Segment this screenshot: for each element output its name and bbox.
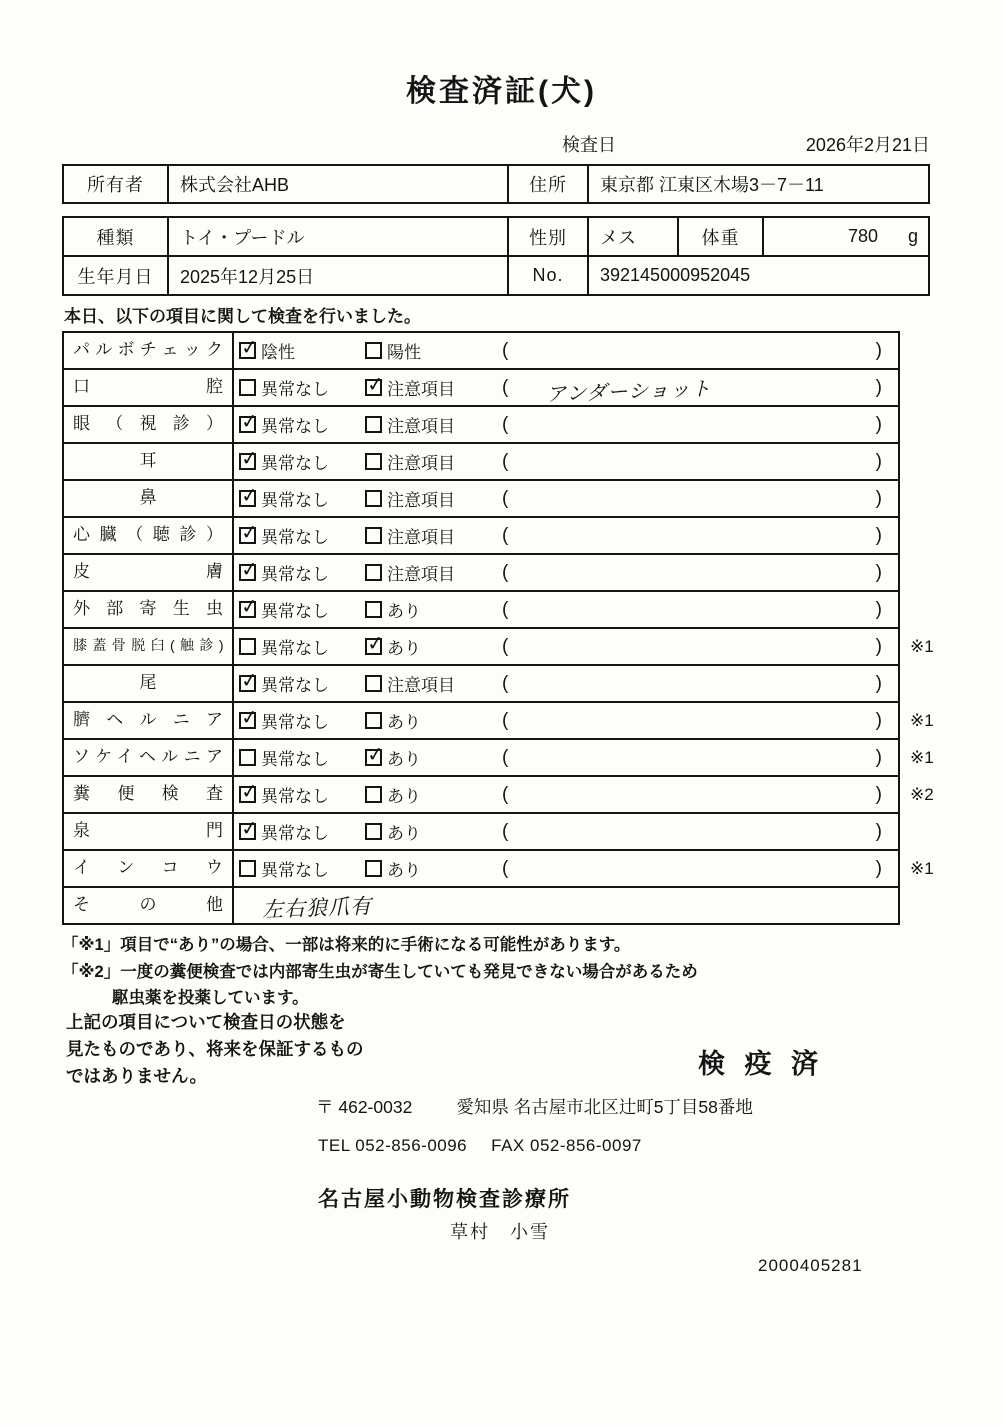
paren-close: ): [875, 524, 882, 546]
handwritten-note: [508, 714, 875, 727]
handwritten-note: [508, 529, 875, 542]
inspection-row: [64, 701, 934, 738]
remark-field: [502, 703, 882, 738]
exam-date-label: 検査日: [562, 135, 616, 155]
inspection-item-name: 糞便検査: [64, 777, 234, 812]
handwritten-note: [508, 677, 875, 690]
paren-open: (: [502, 598, 509, 620]
option-2: [365, 518, 455, 553]
document-serial-number: 2000405281: [758, 1256, 863, 1275]
checkbox-icon: [239, 527, 256, 544]
option-2: [365, 777, 421, 812]
inspection-item-name: ソケイヘルニア: [64, 740, 234, 775]
checkbox-icon: [239, 675, 256, 692]
footnote-ref: ※1: [910, 858, 934, 878]
option-label: 異常なし: [261, 713, 329, 732]
pet-table-row2: [64, 255, 928, 294]
paren-open: (: [502, 746, 509, 768]
paren-open: (: [502, 450, 509, 472]
page-title: 検査済証(犬): [406, 75, 597, 108]
option-1: [239, 629, 329, 664]
option-label: 異常なし: [261, 602, 329, 621]
remark-field: [502, 518, 882, 553]
footnote-ref: ※1: [910, 710, 934, 730]
inspection-item-name: パルボチェック: [64, 333, 234, 368]
handwritten-note: [508, 603, 875, 616]
option-1: [239, 777, 329, 812]
handwritten-note: [508, 492, 875, 505]
footnote-ref: ※2: [910, 784, 934, 804]
option-label: 陽性: [387, 343, 421, 362]
option-1: [239, 740, 329, 775]
remark-field: [502, 777, 882, 812]
disclaimer-statement: [66, 1009, 364, 1090]
option-1: [239, 407, 329, 442]
inspection-item-name: 泉門: [64, 814, 234, 849]
inspection-table: [62, 331, 934, 925]
option-label: 異常なし: [261, 824, 329, 843]
paren-close: ): [875, 709, 882, 731]
no-label: No.: [507, 257, 587, 294]
paren-close: ): [875, 635, 882, 657]
option-1: [239, 555, 329, 590]
address-value: 東京都 江東区木場3－7－11: [587, 166, 932, 202]
breed-value: トイ・プードル: [167, 218, 507, 255]
option-1: [239, 592, 329, 627]
inspection-item-name: 鼻: [64, 481, 234, 516]
option-2: [365, 851, 421, 886]
option-label: 注意項目: [387, 491, 455, 510]
inspection-item-name: 口腔: [64, 370, 234, 405]
remark-field: [502, 333, 882, 368]
option-1: [239, 333, 295, 368]
checkbox-icon: [239, 786, 256, 803]
checkbox-icon: [239, 749, 256, 766]
checkbox-icon: [365, 564, 382, 581]
checkbox-icon: [239, 379, 256, 396]
paren-open: (: [502, 820, 509, 842]
paren-close: ): [875, 598, 882, 620]
weight-number: 780: [847, 226, 878, 246]
inspection-row: [64, 442, 898, 479]
paren-open: (: [502, 487, 509, 509]
inspection-row: [64, 627, 934, 664]
checkbox-icon: [239, 453, 256, 470]
option-label: 異常なし: [261, 861, 329, 880]
option-label: 異常なし: [261, 380, 329, 399]
remark-field: [502, 592, 882, 627]
option-label: 異常なし: [261, 750, 329, 769]
inspection-row-other: [64, 886, 898, 923]
option-1: [239, 851, 329, 886]
option-label: あり: [387, 824, 421, 843]
quarantine-stamp: 検 疫 済: [698, 1049, 825, 1079]
weight-unit: g: [907, 226, 918, 246]
inspection-row: [64, 333, 898, 368]
inspection-row: [64, 553, 898, 590]
inspection-item-name: 耳: [64, 444, 234, 479]
option-1: [239, 481, 329, 516]
checkbox-icon: [239, 638, 256, 655]
option-label: あり: [387, 639, 421, 658]
handwritten-note: [508, 788, 875, 801]
option-label: あり: [387, 713, 421, 732]
inspection-row: [64, 664, 898, 701]
breed-label: 種類: [96, 227, 135, 248]
checkbox-icon: [239, 601, 256, 618]
checkbox-icon: [365, 379, 382, 396]
option-label: 異常なし: [261, 676, 329, 695]
disclaimer-line: 上記の項目について検査日の状態を: [66, 1012, 346, 1032]
checkbox-icon: [365, 601, 382, 618]
option-2: [365, 407, 455, 442]
handwritten-note: [508, 418, 875, 431]
checkbox-icon: [239, 712, 256, 729]
option-2: [365, 592, 421, 627]
inspection-item-name: 外部寄生虫: [64, 592, 234, 627]
paren-open: (: [502, 635, 509, 657]
birth-label: 生年月日: [77, 266, 154, 287]
handwritten-note: アンダーショット: [546, 378, 713, 407]
checkbox-icon: [239, 490, 256, 507]
paren-close: ): [875, 783, 882, 805]
sex-value: メス: [587, 218, 677, 255]
option-2: [365, 740, 421, 775]
clinic-address-row: [316, 1094, 753, 1119]
paren-close: ): [875, 857, 882, 879]
paren-close: ): [875, 672, 882, 694]
checkbox-icon: [239, 860, 256, 877]
checkbox-icon: [365, 342, 382, 359]
inspection-row: [64, 479, 898, 516]
inspection-row: [64, 516, 898, 553]
footnote-ref: ※1: [910, 636, 934, 656]
option-1: [239, 444, 329, 479]
handwritten-note: [508, 751, 875, 764]
handwritten-note: [508, 640, 875, 653]
checkbox-icon: [365, 490, 382, 507]
inspection-row: [64, 812, 898, 849]
option-label: あり: [387, 787, 421, 806]
option-2: [365, 629, 421, 664]
veterinarian-name: 草村 小雪: [450, 1222, 550, 1242]
paren-close: ): [875, 339, 882, 361]
owner-label: 所有者: [87, 175, 144, 195]
option-2: [365, 444, 455, 479]
paren-open: (: [502, 413, 509, 435]
checkbox-icon: [365, 749, 382, 766]
inspection-row: [64, 368, 898, 405]
inspection-item-name: 心臓（聴診）: [64, 518, 234, 553]
paren-close: ): [875, 820, 882, 842]
option-label: 異常なし: [261, 417, 329, 436]
exam-date-row: [562, 131, 930, 157]
option-label: 注意項目: [387, 380, 455, 399]
disclaimer-line: 見たものであり、将来を保証するもの: [66, 1039, 364, 1059]
footnote-ref: ※1: [910, 747, 934, 767]
inspection-item-name: 皮膚: [64, 555, 234, 590]
handwritten-note: [508, 862, 875, 875]
option-label: 注意項目: [387, 528, 455, 547]
clinic-fax: FAX 052-856-0097: [491, 1136, 642, 1155]
pet-table-row1: [64, 218, 928, 255]
option-2: [365, 666, 455, 701]
inspection-row: [64, 405, 898, 442]
sex-label: 性別: [507, 218, 587, 255]
clinic-address: 愛知県 名古屋市北区辻町5丁目58番地: [456, 1097, 753, 1117]
inspection-item-name: 膝蓋骨脱臼(触診): [64, 629, 234, 664]
paren-close: ): [875, 487, 882, 509]
remark-field: [502, 740, 882, 775]
handwritten-note: [508, 344, 875, 357]
clinic-name: 名古屋小動物検査診療所: [318, 1188, 571, 1211]
inspection-item-name: その他: [64, 888, 234, 923]
clinic-tel: TEL 052-856-0096: [318, 1136, 468, 1155]
checkbox-icon: [239, 564, 256, 581]
checkbox-icon: [365, 638, 382, 655]
paren-open: (: [502, 339, 509, 361]
checkbox-icon: [365, 527, 382, 544]
inspection-item-name: 尾: [64, 666, 234, 701]
clinic-postal-code: 〒 462-0032: [316, 1097, 413, 1117]
remark-field: [502, 851, 882, 886]
no-value: 392145000952045: [587, 257, 932, 294]
inspection-item-name: 臍ヘルニア: [64, 703, 234, 738]
option-1: [239, 703, 329, 738]
owner-value: 株式会社AHB: [167, 166, 507, 202]
birth-value: 2025年12月25日: [167, 257, 507, 294]
inspection-row: [64, 849, 934, 886]
option-label: 異常なし: [261, 565, 329, 584]
checkbox-icon: [239, 342, 256, 359]
paren-open: (: [502, 524, 509, 546]
handwritten-note: [508, 455, 875, 468]
option-1: [239, 814, 329, 849]
inspection-row: [64, 775, 934, 812]
option-label: あり: [387, 861, 421, 880]
option-label: 異常なし: [261, 528, 329, 547]
address-label: 住所: [507, 166, 587, 202]
paren-open: (: [502, 672, 509, 694]
option-label: あり: [387, 750, 421, 769]
checkbox-icon: [365, 823, 382, 840]
exam-date-value: 2026年2月21日: [805, 135, 930, 155]
paren-close: ): [875, 746, 882, 768]
checkbox-icon: [365, 416, 382, 433]
clinic-contact-row: [318, 1136, 642, 1156]
remark-field: [502, 666, 882, 701]
option-1: [239, 518, 329, 553]
footnote-2-cont: 駆虫薬を投薬しています。: [112, 989, 309, 1007]
option-label: 異常なし: [261, 454, 329, 473]
option-2: [365, 703, 421, 738]
option-label: 異常なし: [261, 787, 329, 806]
paren-close: ): [875, 413, 882, 435]
option-2: [365, 814, 421, 849]
checkbox-icon: [239, 823, 256, 840]
intro-text: 本日、以下の項目に関して検査を行いました。: [64, 307, 421, 326]
checkbox-icon: [365, 453, 382, 470]
option-2: [365, 333, 421, 368]
remark-field: [502, 629, 882, 664]
checkbox-icon: [239, 416, 256, 433]
option-2: [365, 555, 455, 590]
remark-field: [502, 370, 882, 405]
footnote-1: 「※1」項目で“あり”の場合、一部は将来的に手術になる可能性があります。: [62, 936, 631, 954]
paren-open: (: [502, 561, 509, 583]
remark-field: [502, 555, 882, 590]
paren-open: (: [502, 376, 509, 398]
option-1: [239, 370, 329, 405]
remark-field: [502, 814, 882, 849]
paren-open: (: [502, 709, 509, 731]
checkbox-icon: [365, 860, 382, 877]
option-label: 注意項目: [387, 417, 455, 436]
handwritten-note: 左右狼爪有: [261, 895, 373, 922]
weight-label: 体重: [677, 218, 762, 255]
checkbox-icon: [365, 786, 382, 803]
inspection-item-name: インコウ: [64, 851, 234, 886]
disclaimer-line: ではありません。: [66, 1066, 208, 1086]
option-label: 注意項目: [387, 565, 455, 584]
paren-close: ): [875, 450, 882, 472]
option-label: 異常なし: [261, 491, 329, 510]
handwritten-note: [508, 566, 875, 579]
weight-value: [762, 218, 932, 255]
inspection-item-name: 眼（視診）: [64, 407, 234, 442]
option-label: 注意項目: [387, 454, 455, 473]
pet-table: [62, 216, 930, 296]
remark-field: [502, 481, 882, 516]
remark-field: [502, 407, 882, 442]
option-2: [365, 370, 455, 405]
inspection-row: [64, 590, 898, 627]
option-label: 異常なし: [261, 639, 329, 658]
option-1: [239, 666, 329, 701]
option-2: [365, 481, 455, 516]
inspection-row: [64, 738, 934, 775]
owner-table: [62, 164, 930, 204]
handwritten-note: [508, 825, 875, 838]
checkbox-icon: [365, 675, 382, 692]
paren-open: (: [502, 783, 509, 805]
checkbox-icon: [365, 712, 382, 729]
paren-open: (: [502, 857, 509, 879]
paren-close: ): [875, 376, 882, 398]
option-label: 陰性: [261, 343, 295, 362]
footnote-2: 「※2」一度の糞便検査では内部寄生虫が寄生していても発見できない場合があるため: [62, 963, 698, 981]
option-label: 注意項目: [387, 676, 455, 695]
option-label: あり: [387, 602, 421, 621]
remark-field: [502, 444, 882, 479]
paren-close: ): [875, 561, 882, 583]
